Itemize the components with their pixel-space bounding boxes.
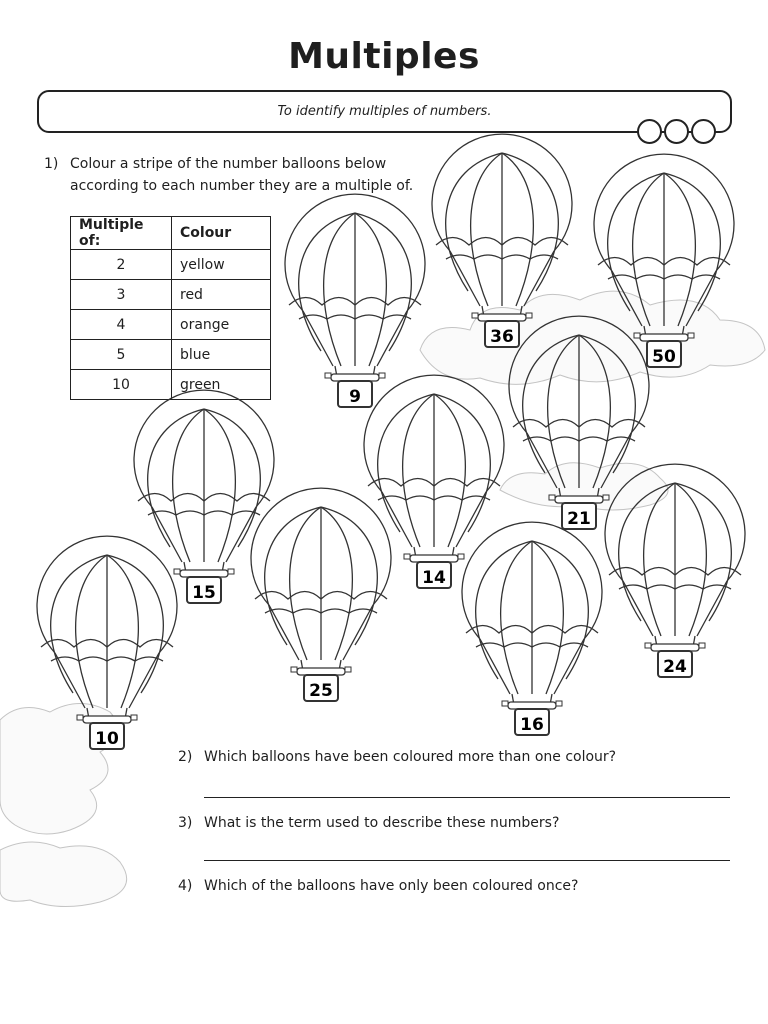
- colour-cell: red: [172, 280, 271, 310]
- balloon-15: [134, 390, 274, 603]
- balloon-number: 14: [422, 568, 446, 588]
- question-text: What is the term used to describe these numbers?: [204, 815, 560, 831]
- balloon-number: 25: [309, 681, 333, 701]
- page-title: Multiples: [288, 36, 480, 77]
- multiple-cell: 2: [71, 250, 172, 280]
- balloon-number: 16: [520, 715, 544, 735]
- multiple-cell: 5: [71, 340, 172, 370]
- question-number: 4): [178, 878, 193, 894]
- balloon-number: 36: [490, 327, 514, 347]
- balloon-number: 15: [192, 583, 216, 603]
- colour-cell: green: [172, 370, 271, 400]
- balloon-16: [462, 522, 602, 735]
- balloon-9: [285, 194, 425, 407]
- colour-cell: blue: [172, 340, 271, 370]
- colour-cell: yellow: [172, 250, 271, 280]
- question-text: Which of the balloons have only been coloured once?: [204, 878, 579, 894]
- balloon-number: 10: [95, 729, 119, 749]
- question-number: 1): [44, 156, 59, 172]
- multiple-cell: 3: [71, 280, 172, 310]
- balloon-number: 9: [349, 387, 361, 407]
- multiple-cell: 4: [71, 310, 172, 340]
- balloon-number: 24: [663, 657, 687, 677]
- multiple-cell: 10: [71, 370, 172, 400]
- balloon-number: 21: [567, 509, 591, 529]
- question-text-line: according to each number they are a multiple of.: [70, 178, 414, 194]
- colour-cell: orange: [172, 310, 271, 340]
- answer-line[interactable]: [204, 860, 730, 861]
- balloon-14: [364, 375, 504, 588]
- balloon-number: 50: [652, 347, 676, 367]
- question-number: 3): [178, 815, 193, 831]
- table-header: Multiple of:: [71, 217, 172, 250]
- balloons: [37, 134, 745, 749]
- learning-objective: To identify multiples of numbers.: [277, 104, 492, 119]
- question-number: 2): [178, 749, 193, 765]
- table-header: Colour: [172, 217, 271, 250]
- question-text-line: Colour a stripe of the number balloons below: [70, 156, 387, 172]
- balloon-25: [251, 488, 391, 701]
- question-text: Which balloons have been coloured more than one colour?: [204, 749, 617, 765]
- answer-line[interactable]: [204, 797, 730, 798]
